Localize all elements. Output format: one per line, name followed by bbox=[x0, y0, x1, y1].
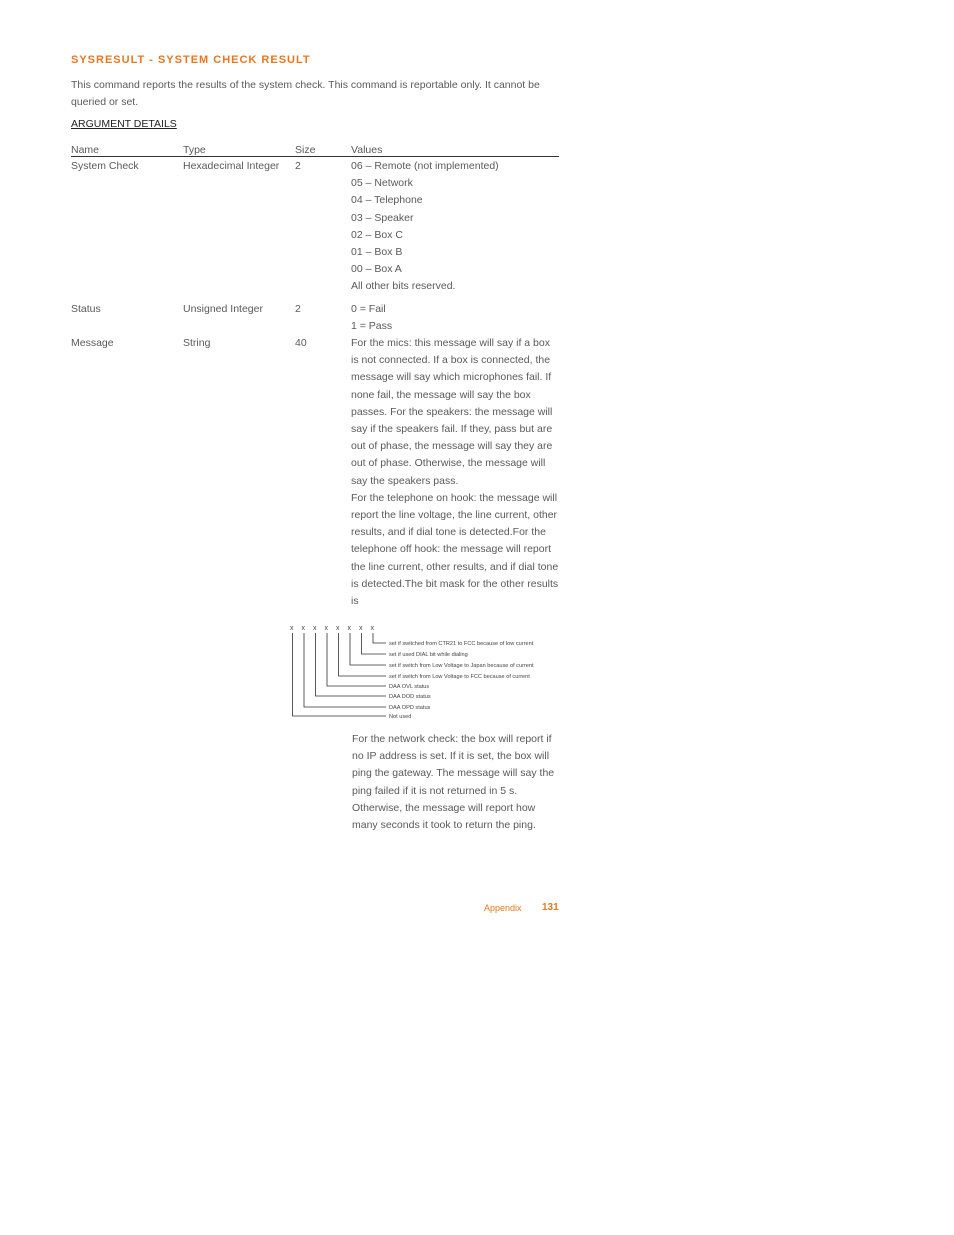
cell-name: Message bbox=[71, 337, 114, 350]
bit-x: x bbox=[290, 625, 294, 632]
header-name: Name bbox=[71, 141, 183, 157]
bit-label: set if switch from Low Voltage to FCC because of current bbox=[389, 674, 530, 680]
value-item: All other bits reserved. bbox=[351, 280, 456, 293]
bit-x: x bbox=[336, 625, 340, 632]
header-size: Size bbox=[295, 141, 351, 157]
bit-connector bbox=[316, 633, 387, 696]
value-item: 01 – Box B bbox=[351, 246, 403, 259]
bit-label: DAA DOD status bbox=[389, 694, 431, 700]
cell-size: 2 bbox=[295, 302, 301, 315]
value-item: 06 – Remote (not implemented) bbox=[351, 160, 499, 172]
value-item: 00 – Box A bbox=[351, 263, 402, 276]
cell-name: Status bbox=[71, 302, 101, 315]
value-item: 03 – Speaker bbox=[351, 211, 414, 224]
message-paragraph: For the telephone on hook: the message will report the line voltage, the line current, other results, and if dial tone is detected.For the telephone off hook: the message will report the line current, other results, and if dial tone is detected.The bit mask for the other results is bbox=[351, 491, 559, 608]
cell-name: System Check bbox=[71, 160, 139, 172]
bit-label: Not used bbox=[389, 714, 412, 720]
bit-x: x bbox=[370, 625, 374, 632]
value-item: 1 = Pass bbox=[351, 319, 393, 332]
cell-values bbox=[351, 335, 559, 610]
bit-connector bbox=[350, 633, 386, 665]
bit-connector bbox=[362, 633, 387, 654]
footer-section-label: Appendix bbox=[484, 903, 522, 913]
value-item: 04 – Telephone bbox=[351, 194, 423, 207]
bit-label: set if used DIAL bit while dialing bbox=[389, 652, 468, 658]
bit-label: set if switch from Low Voltage to Japan because of current bbox=[389, 663, 534, 669]
bit-connector bbox=[339, 633, 387, 676]
bit-x: x bbox=[359, 625, 363, 632]
network-check-paragraph: For the network check: the box will report if no IP address is set. If it is set, the box will ping the gateway. The message will say the ping failed if it is not returned in 5 s. Otherwise, the message will report how many seconds it took to return the ping. bbox=[352, 733, 555, 832]
cell-size: 40 bbox=[295, 337, 307, 350]
argument-details-heading: ARGUMENT DETAILS bbox=[71, 118, 177, 130]
intro-paragraph: This command reports the results of the system check. This command is reportable only. It cannot be queried or set. bbox=[71, 79, 540, 108]
cell-values bbox=[351, 157, 559, 296]
page-number: 131 bbox=[542, 902, 559, 913]
bit-label: set if switched from CTR21 to FCC because of low current bbox=[389, 641, 534, 647]
cell-type: Unsigned Integer bbox=[183, 302, 263, 315]
section-title: SYSRESULT - SYSTEM CHECK RESULT bbox=[71, 54, 311, 66]
bit-x: x bbox=[324, 625, 328, 632]
header-type: Type bbox=[183, 141, 295, 157]
table-row bbox=[71, 296, 559, 335]
bit-x: x bbox=[347, 625, 351, 632]
header-values: Values bbox=[351, 141, 559, 157]
bit-x: x bbox=[313, 625, 317, 632]
table-row bbox=[71, 157, 559, 296]
bit-x: x bbox=[301, 625, 305, 632]
value-item: 0 = Fail bbox=[351, 302, 386, 315]
bit-label: DAA OVL status bbox=[389, 684, 430, 690]
message-paragraph: For the mics: this message will say if a box is not connected. If a box is connected, the message will say which microphones fail. If none fail, the message will say the box passes. For the speakers: the message will say if the speakers fail. If they, pass but are out of phase, the message will say they are out of phase. Otherwise, the message will say the speakers pass. bbox=[351, 337, 553, 487]
table-header-row bbox=[71, 141, 559, 157]
cell-type: String bbox=[183, 337, 211, 350]
cell-size: 2 bbox=[295, 160, 301, 172]
cell-values bbox=[351, 296, 559, 335]
cell-type: Hexadecimal Integer bbox=[183, 160, 280, 172]
bit-connector bbox=[293, 633, 387, 716]
table-row bbox=[71, 335, 559, 610]
bit-connector bbox=[373, 633, 386, 643]
bit-label: DAA OPD status bbox=[389, 705, 431, 711]
bit-connector bbox=[327, 633, 386, 686]
argument-table bbox=[71, 141, 559, 610]
value-item: 02 – Box C bbox=[351, 228, 403, 241]
bitmask-diagram bbox=[288, 622, 568, 722]
value-item: 05 – Network bbox=[351, 177, 413, 190]
